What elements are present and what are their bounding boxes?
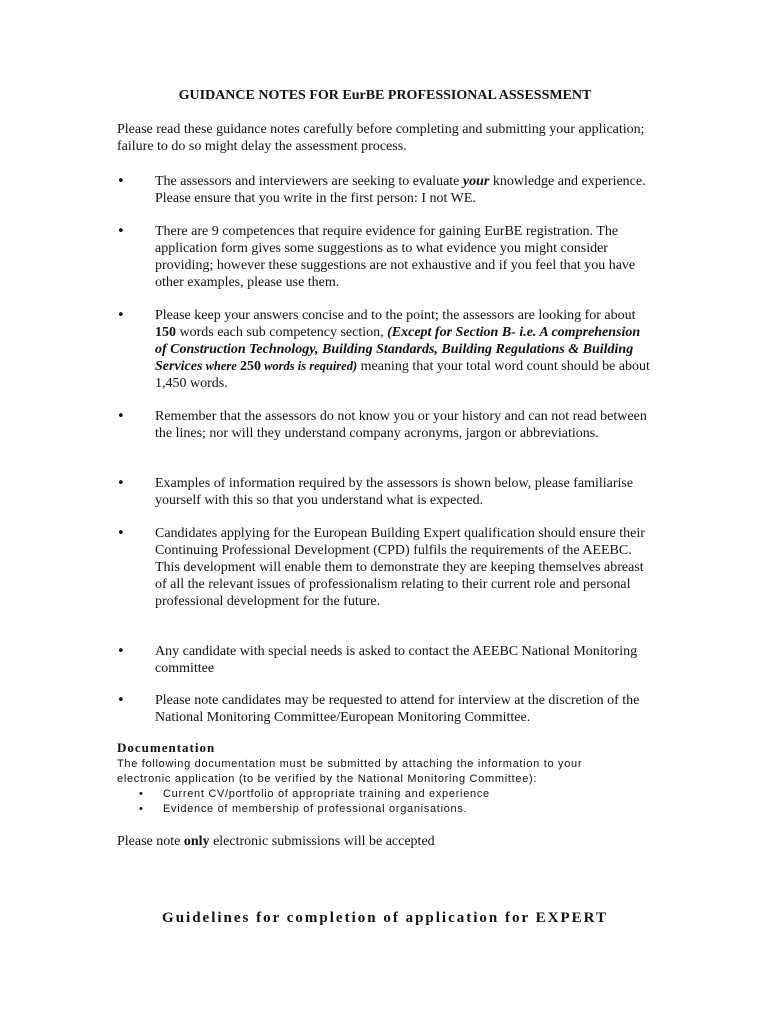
- intro-paragraph: Please read these guidance notes carefully before completing and submitting your application; failure to do so might delay the assessment process.: [117, 122, 645, 154]
- bullet-icon: •: [139, 803, 144, 815]
- documentation-heading: Documentation: [117, 740, 216, 755]
- list-item-text: There are 9 competences that require evidence for gaining EurBE registration. The application form gives some suggestions as to what evidence you might consider providing; however these suggestions are not exhaustive and if you feel that you have other examples, please use them.: [155, 224, 636, 290]
- documentation-text: The following documentation must be submitted by attaching the information to your electronic application (to be verified by the National Monitoring Committee):: [117, 758, 583, 785]
- list-item-text: Candidates applying for the European Building Expert qualification should ensure their Continuing Professional Development (CPD) fulfils the requirements of the AEEBC. This development will enable them to demonstrate they are keeping themselves abreast of all the relevant issues of professionalism relating to their current role and personal professional development for the future.: [155, 526, 645, 609]
- bullet-icon: •: [117, 308, 125, 323]
- document-page: GUIDANCE NOTES FOR EurBE PROFESSIONAL ASSESSMENT Please read these guidance notes carefully before completing and submitting your application; failure to do so might delay the assessment process. • The assessors and interviewers are seeking to evaluate your knowledge and experience. Please ensure that you write in the first person: I not WE. • There are 9 competences that require evidence for gaining EurBE registration. The application form gives some suggestions as to what evidence you might consider providing; however these suggestions are not exhaustive and if you feel that you have other examples, please use them. • Please keep your answers concise and to the point; the assessors are looking for about 150 words each sub competency section, (Except for Section B- i.e. A comprehension of Construction Technology, Building Standards, Building Regulations & Building Services where 250 words is required) meaning that your total word count should be about 1,450 words. • Remember that the assessors do not know you or your history and can not read between the lines; nor will they understand company acronyms, jargon or abbreviations. • Examples of information required by the assessors is shown below, please familiarise yourself with this so that you understand what is expected. • Candidates applying for the European Building Expert qualification should ensure their Continuing Professional Development (CPD) fulfils the requirements of the AEEBC. This development will enable them to demonstrate they are keeping themselves abreast of all the relevant issues of professionalism relating to their current role and personal professional development for the future. • Any candidate with special needs is asked to contact the AEEBC National Monitoring committee • Please note candidates may be requested to attend for interview at the discretion of the National Monitoring Committee/European Monitoring Committee. Documentation The following documentation must be submitted by attaching the information to your electronic application (to be verified by the National Monitoring Committee): • Current CV/portfolio of appropriate training and experience • Evidence of membership of professional organisations. Please note only electronic submissions will be accepted Guidelines for completion of application for EXPERT: [0, 0, 770, 1024]
- bullet-icon: •: [117, 644, 125, 659]
- bullet-icon: •: [117, 476, 125, 491]
- section-b-exception: (Except for Section B- i.e. A comprehension of Construction Technology, Building Standards, Building Regulations & Building Services: [155, 325, 641, 374]
- bullet-icon: •: [117, 224, 125, 239]
- page-title: GUIDANCE NOTES FOR EurBE PROFESSIONAL ASSESSMENT: [178, 88, 592, 103]
- list-item-text: Examples of information required by the assessors is shown below, please familiarise yourself with this so that you understand what is expected.: [155, 476, 634, 508]
- emphasis-your: your: [462, 174, 490, 189]
- bullet-icon: •: [117, 174, 125, 189]
- bullet-icon: •: [117, 526, 125, 541]
- section-heading: Guidelines for completion of application for EXPERT: [162, 910, 608, 926]
- emphasis-only: only: [183, 834, 210, 849]
- list-item-text: Please keep your answers concise and to the point; the assessors are looking for about 150 words each sub competency section, (Except for Section B- i.e. A comprehension of Construction Technology, Building Standards, Building Regulations & Building Services where 250 words is required) meaning that your total word count should be about 1,450 words.: [155, 308, 650, 391]
- submission-note: Please note only electronic submissions will be accepted: [117, 834, 435, 849]
- list-item-text: Please note candidates may be requested to attend for interview at the discretion of the National Monitoring Committee/European Monitoring Committee.: [155, 693, 640, 725]
- bullet-icon: •: [117, 693, 125, 708]
- bullet-icon: •: [117, 409, 125, 424]
- list-item-text: The assessors and interviewers are seeking to evaluate your knowledge and experience. Please ensure that you write in the first person: I not WE.: [155, 174, 646, 206]
- list-item-text: Remember that the assessors do not know you or your history and can not read between the lines; nor will they understand company acronyms, jargon or abbreviations.: [155, 409, 647, 441]
- bullet-icon: •: [139, 788, 144, 800]
- list-item-text: Any candidate with special needs is asked to contact the AEEBC National Monitoring committee: [155, 644, 638, 676]
